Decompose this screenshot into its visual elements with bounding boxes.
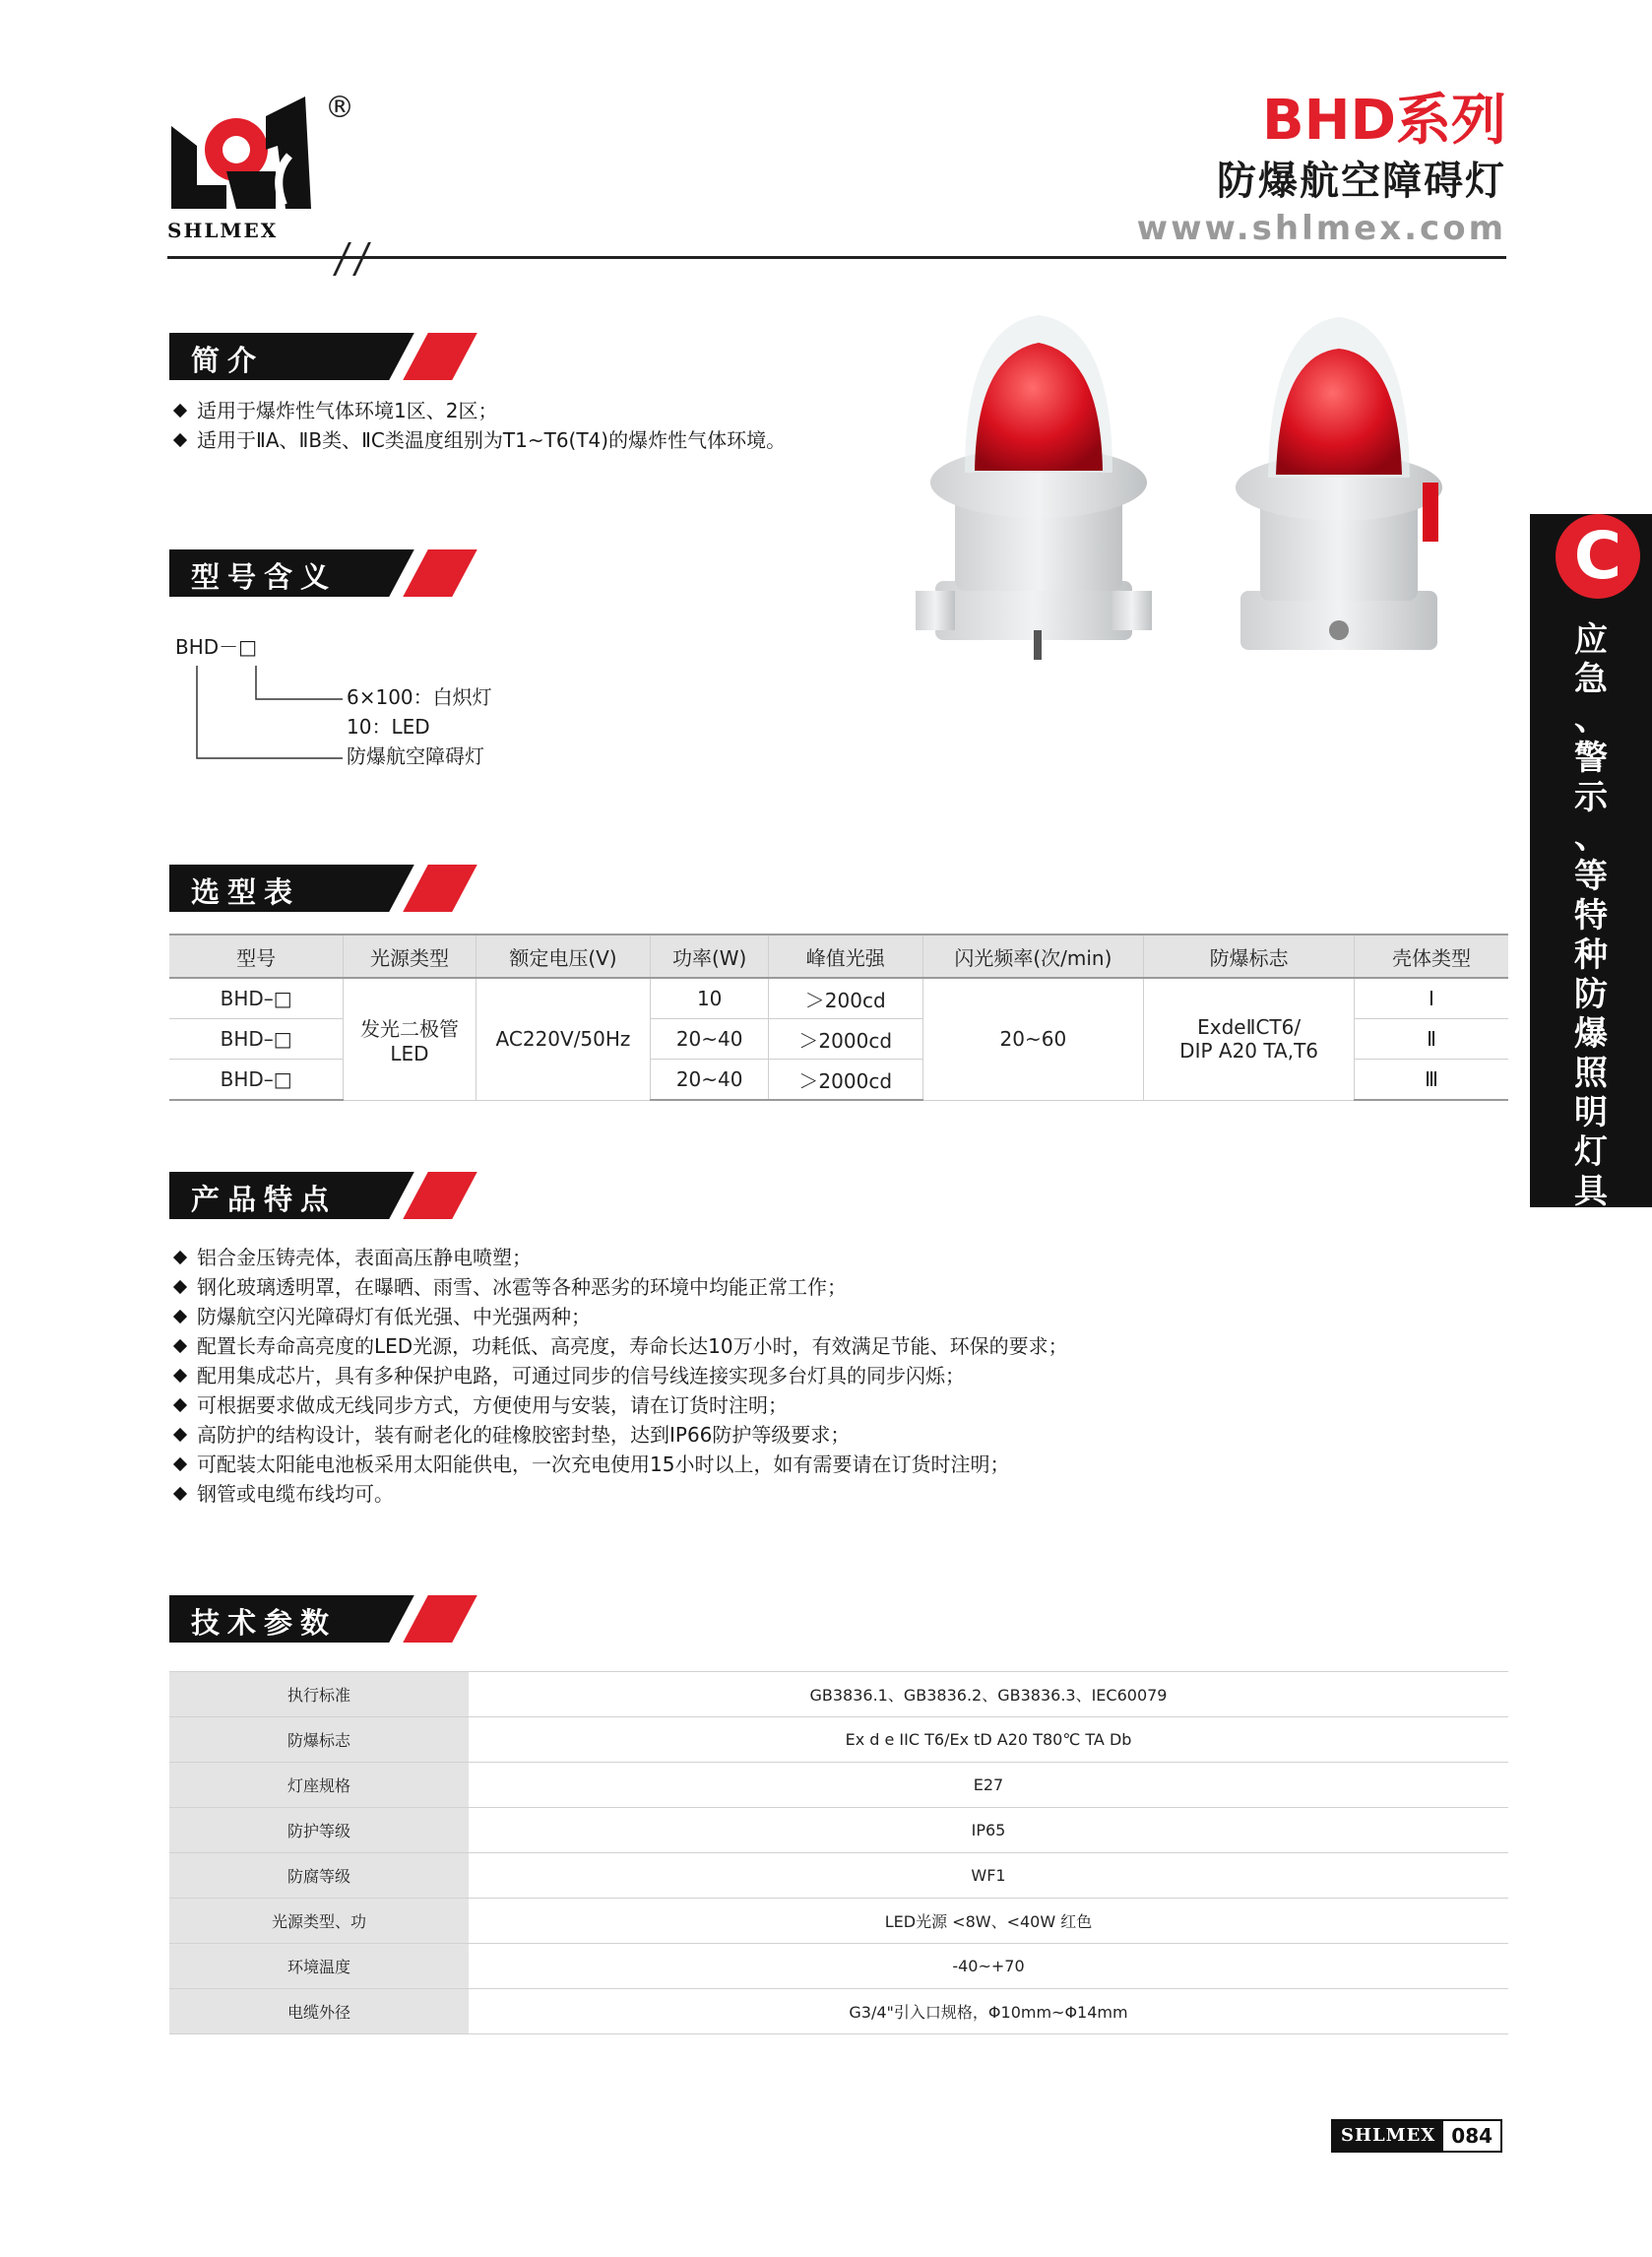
list-item: 配用集成芯片，具有多种保护电路，可通过同步的信号线连接实现多台灯具的同步闪烁；: [169, 1361, 1068, 1390]
param-key: 电缆外径: [169, 1989, 469, 2034]
header-rule: [167, 256, 1506, 259]
bullet-icon: [173, 1457, 187, 1471]
list-item: 高防护的结构设计，装有耐老化的硅橡胶密封垫，达到IP66防护等级要求；: [169, 1420, 1068, 1450]
table-row: BHD–□ 发光二极管 LED AC220V/50Hz 10 ＞200cd 20~60 ExdeⅡCT6/ DIP A20 TA,T6 Ⅰ: [169, 978, 1508, 1019]
param-value: Ex d e IIC T6/Ex tD A20 T80℃ TA Db: [469, 1717, 1508, 1763]
category-char: 警: [1574, 739, 1608, 778]
category-label: [1530, 620, 1652, 1211]
product-title: 防爆航空障碍灯: [1217, 159, 1506, 204]
rule-slash: [333, 242, 351, 276]
category-char: 应: [1574, 620, 1608, 660]
table-row: [169, 1899, 1508, 1944]
category-char: 示: [1574, 778, 1608, 817]
param-value: G3/4"引入口规格，Φ10mm~Φ14mm: [469, 1989, 1508, 2034]
list-item: 适用于ⅡA、ⅡB类、ⅡC类温度组别为T1~T6(T4)的爆炸性气体环境。: [169, 425, 786, 455]
product-photo: [896, 295, 1526, 689]
category-char: 特: [1574, 896, 1608, 935]
bullet-icon: [173, 1251, 187, 1264]
category-char: 爆: [1574, 1014, 1608, 1054]
bullet-icon: [173, 1339, 187, 1353]
bullet-icon: [173, 1369, 187, 1383]
table-row: [169, 1944, 1508, 1989]
param-key: 光源类型、功: [169, 1899, 469, 1944]
lamp-2: [1236, 317, 1442, 650]
tech-table: [169, 1671, 1508, 2034]
category-letter: C: [1556, 514, 1640, 599]
param-key: 执行标准: [169, 1672, 469, 1717]
param-key: 防腐等级: [169, 1853, 469, 1899]
table-row: [169, 1808, 1508, 1853]
param-key: 防护等级: [169, 1808, 469, 1853]
section-heading-model: 型号含义: [169, 549, 465, 597]
param-value: WF1: [469, 1853, 1508, 1899]
table-row: [169, 1717, 1508, 1763]
brand-name: SHLMEX: [167, 219, 279, 242]
list-item: 钢化玻璃透明罩，在曝晒、雨雪、冰雹等各种恶劣的环境中均能正常工作；: [169, 1272, 1068, 1302]
category-char: 照: [1574, 1054, 1608, 1093]
category-tab: [1530, 514, 1652, 1211]
list-item: 适用于爆炸性气体环境1区、2区；: [169, 396, 786, 425]
param-value: LED光源 <8W、<40W 红色: [469, 1899, 1508, 1944]
param-value: E27: [469, 1763, 1508, 1808]
bullet-icon: [173, 1310, 187, 1323]
param-key: 环境温度: [169, 1944, 469, 1989]
category-char: 等: [1574, 857, 1608, 896]
model-legend: 6×100：白炽灯 10：LED 防爆航空障碍灯: [347, 685, 492, 768]
section-heading-features: 产品特点: [169, 1172, 465, 1219]
param-key: 防爆标志: [169, 1717, 469, 1763]
table-row: [169, 1672, 1508, 1717]
param-value: IP65: [469, 1808, 1508, 1853]
list-item: 防爆航空闪光障碍灯有低光强、中光强两种；: [169, 1302, 1068, 1331]
list-item: 可配装太阳能电池板采用太阳能供电，一次充电使用15小时以上，如有需要请在订货时注明；: [169, 1450, 1068, 1479]
section-heading-intro: 简介: [169, 333, 465, 380]
table-row: [169, 1853, 1508, 1899]
category-char: 种: [1574, 935, 1608, 975]
category-char: 、: [1574, 699, 1608, 739]
param-key: 灯座规格: [169, 1763, 469, 1808]
category-char: 灯: [1574, 1132, 1608, 1172]
registered-mark: ®: [325, 91, 354, 125]
lamp-1: [916, 315, 1152, 660]
bullet-icon: [173, 1398, 187, 1412]
model-code: BHD－□: [175, 635, 258, 659]
section-heading-selection: 选型表: [169, 865, 465, 912]
bullet-icon: [173, 1280, 187, 1294]
website-link[interactable]: www.shlmex.com: [1136, 209, 1506, 248]
table-row: [169, 1989, 1508, 2034]
table-row: [169, 1763, 1508, 1808]
param-value: -40~+70: [469, 1944, 1508, 1989]
category-char: 、: [1574, 817, 1608, 857]
bullet-icon: [173, 1487, 187, 1501]
table-header-row: 型号 光源类型 额定电压(V) 功率(W) 峰值光强 闪光频率(次/min) 防爆标志 壳体类型: [169, 935, 1508, 978]
series-title: BHD系列: [1261, 89, 1506, 153]
model-bracket: [193, 666, 350, 766]
page-footer: [1331, 2119, 1502, 2153]
table-row: BHD–□ 20~40 ＞2000cd Ⅲ: [169, 1060, 1508, 1101]
category-char: 急: [1574, 660, 1608, 699]
list-item: 钢管或电缆布线均可。: [169, 1479, 1068, 1509]
category-char: 明: [1574, 1093, 1608, 1132]
intro-list: [169, 396, 786, 455]
category-char: 具: [1574, 1172, 1608, 1211]
bullet-icon: [173, 1428, 187, 1442]
selection-table: [169, 934, 1508, 1101]
page-number: 084: [1451, 2124, 1493, 2148]
list-item: 配置长寿命高亮度的LED光源，功耗低、高亮度，寿命长达10万小时，有效满足节能、环保的要求；: [169, 1331, 1068, 1361]
list-item: 可根据要求做成无线同步方式，方便使用与安装，请在订货时注明；: [169, 1390, 1068, 1420]
rule-slash: [352, 242, 371, 276]
section-heading-tech: 技术参数: [169, 1595, 465, 1643]
brand-logo: [167, 87, 325, 234]
table-row: BHD–□ 20~40 ＞2000cd Ⅱ: [169, 1019, 1508, 1060]
footer-brand: SHLMEX: [1333, 2121, 1443, 2151]
param-value: GB3836.1、GB3836.2、GB3836.3、IEC60079: [469, 1672, 1508, 1717]
features-list: [169, 1243, 1068, 1509]
list-item: 铝合金压铸壳体，表面高压静电喷塑；: [169, 1243, 1068, 1272]
category-char: 防: [1574, 975, 1608, 1014]
